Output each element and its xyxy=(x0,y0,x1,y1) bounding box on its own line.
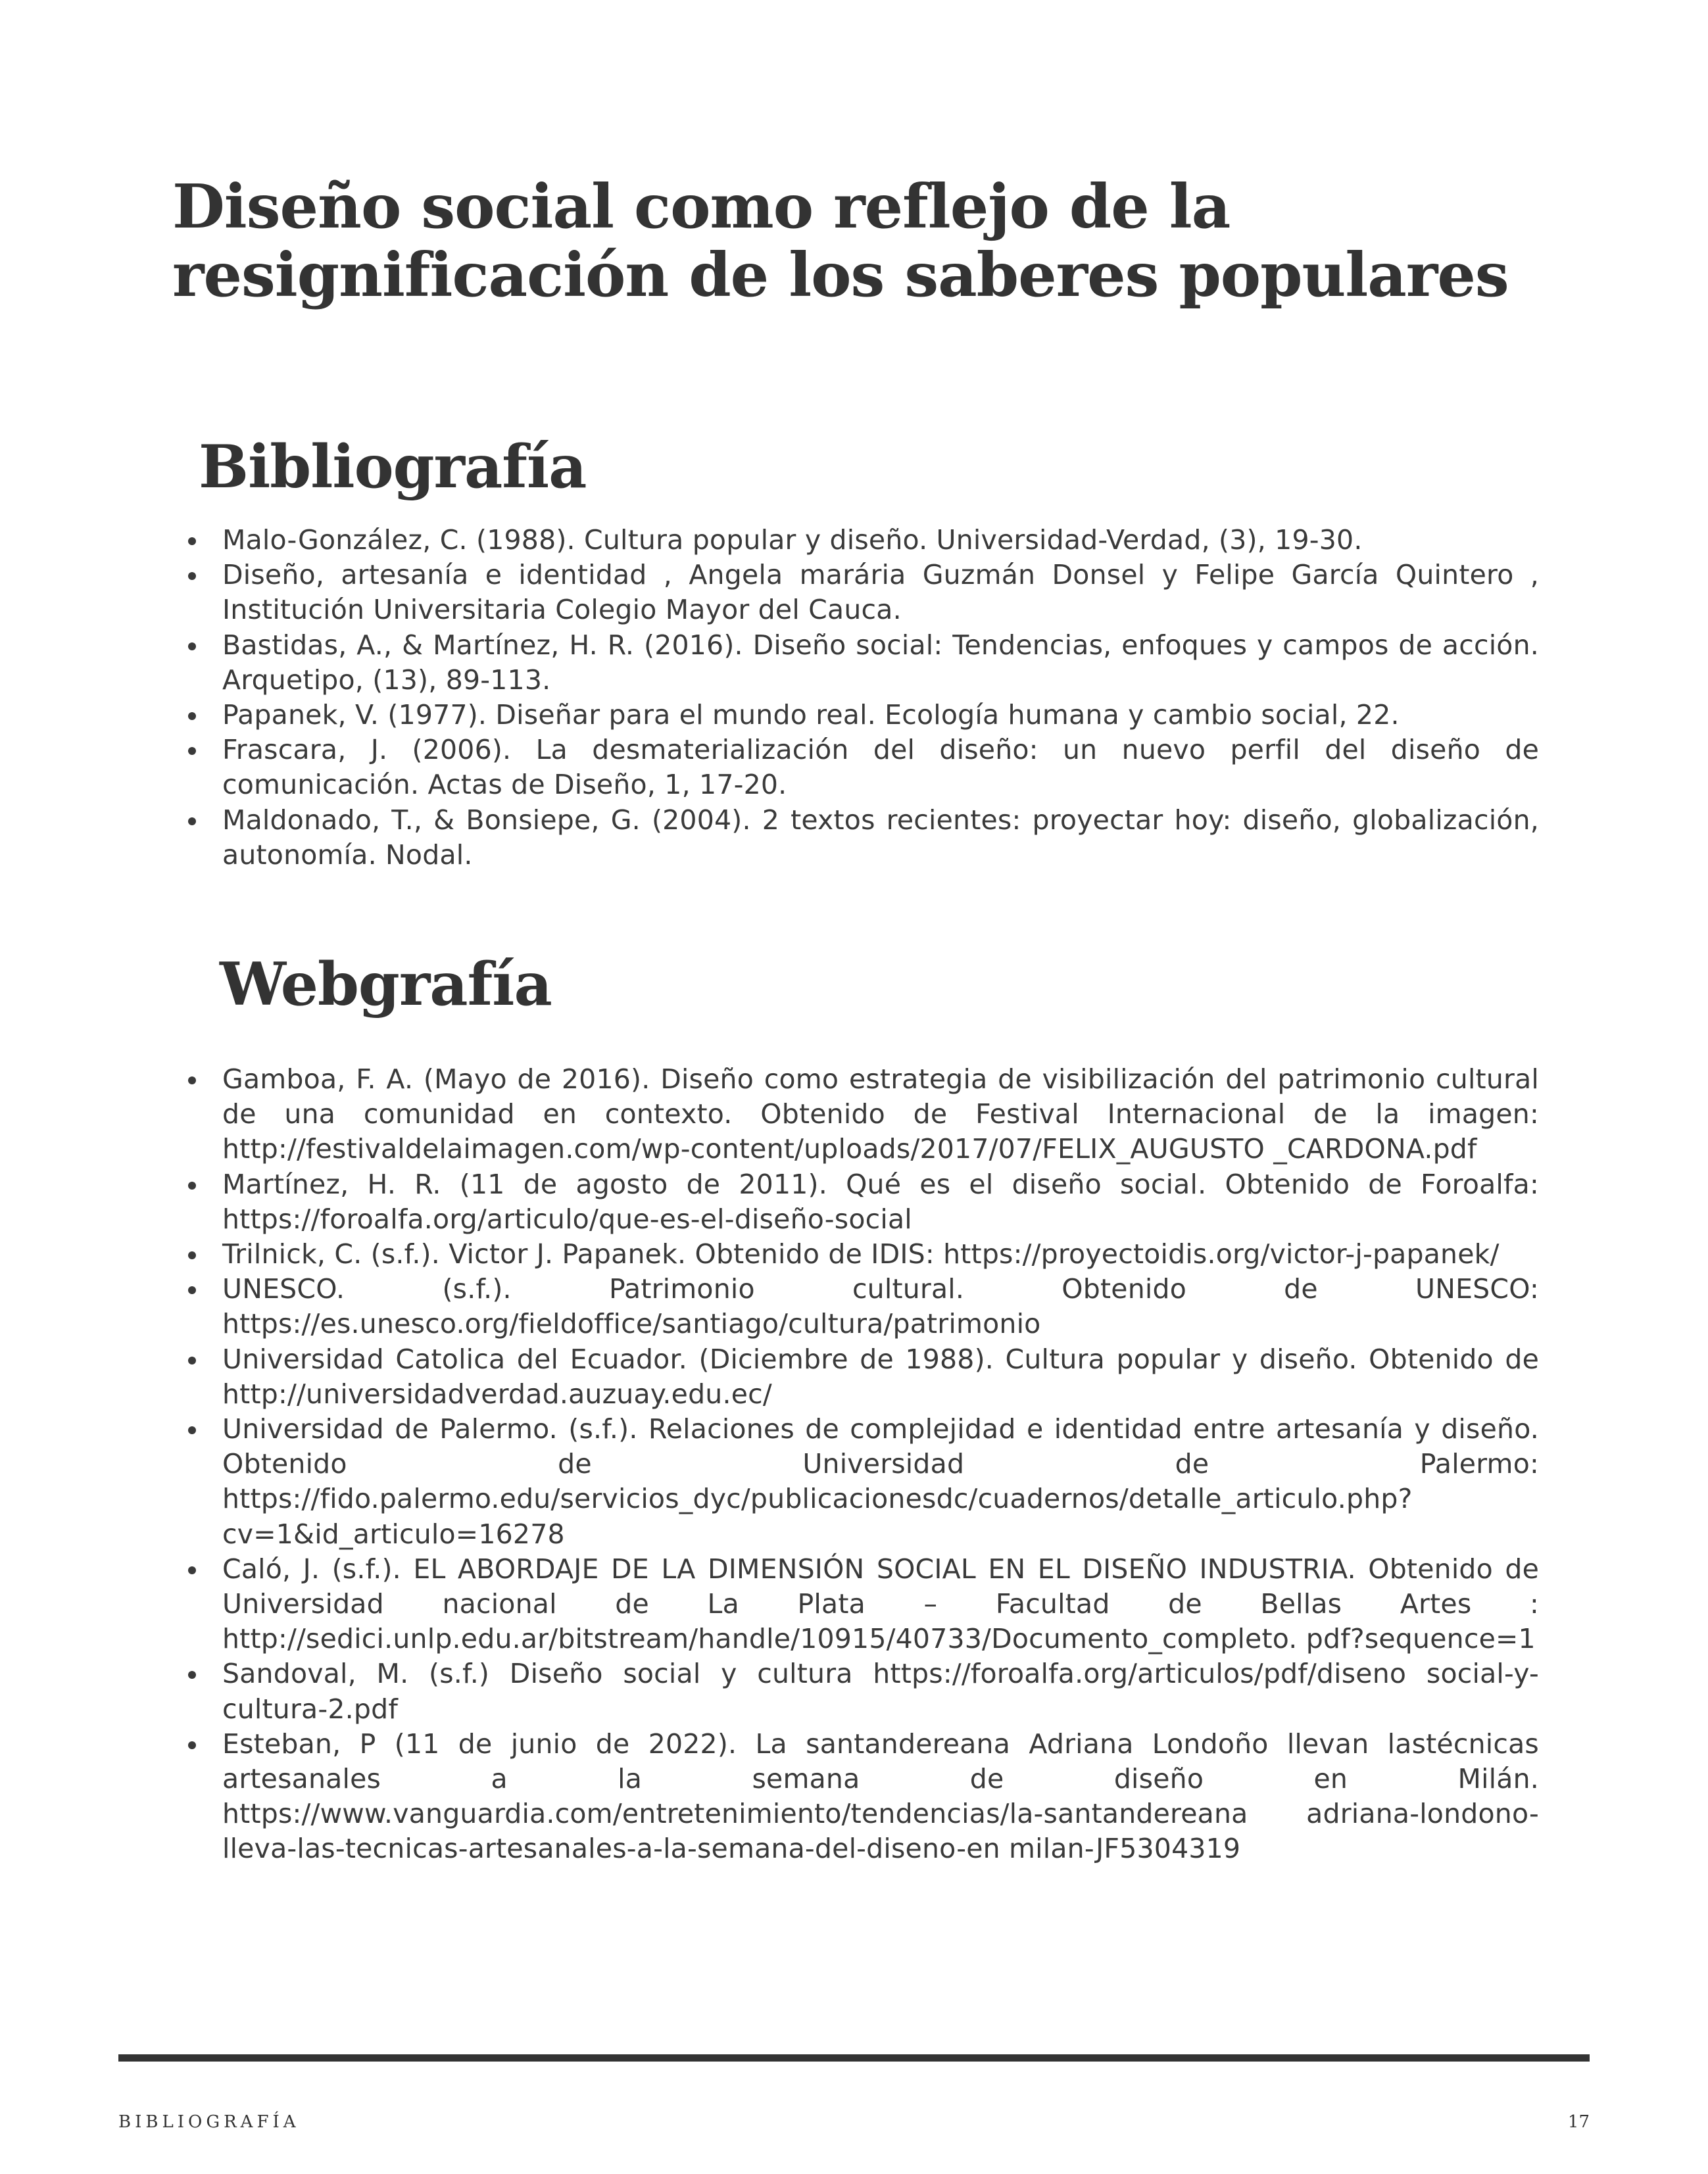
reference-text: Caló, J. (s.f.). EL ABORDAJE DE LA DIMENSIÓN SOCIAL EN EL DISEÑO INDUSTRIA. Obtenido de Universidad nacional de La Plata – Facultad de Bellas Artes : http://sedici.unlp.edu.ar/bitstream/handle/10915/40733/Documento_completo. pdf?sequence=1 xyxy=(222,1553,1539,1655)
list-item xyxy=(222,523,1539,558)
bibliografia-heading: Bibliografía xyxy=(199,432,587,502)
bullet-icon xyxy=(188,642,196,650)
footer-divider xyxy=(118,2054,1590,2062)
list-item xyxy=(222,1167,1539,1237)
reference-text: Diseño, artesanía e identidad , Angela marária Guzmán Donsel y Felipe García Quintero , Institución Universitaria Colegio Mayor del Cauca. xyxy=(222,559,1539,626)
bullet-icon xyxy=(188,1076,196,1084)
reference-text: Trilnick, C. (s.f.). Victor J. Papanek. Obtenido de IDIS: https://proyectoidis.org/victor-j-papanek/ xyxy=(222,1238,1500,1270)
reference-text: Esteban, P (11 de junio de 2022). La santandereana Adriana Londoño llevan lastécnicas artesanales a la semana de diseño en Milán. https://www.vanguardia.com/entretenimiento/tendencias/la-santandereana adriana-londono-lleva-las-tecnicas-artesanales-a-la-semana-del-diseno-en milan-JF5304319 xyxy=(222,1727,1539,1865)
bullet-icon xyxy=(188,1357,196,1365)
reference-text: Maldonado, T., & Bonsiepe, G. (2004). 2 textos recientes: proyectar hoy: diseño, globalización, autonomía. Nodal. xyxy=(222,804,1539,871)
reference-text: Gamboa, F. A. (Mayo de 2016). Diseño como estrategia de visibilización del patrimonio cultural de una comunidad en contexto. Obtenido de Festival Internacional de la imagen: http://festivaldelaimagen.com/wp-content/uploads/2017/07/FELIX_AUGUSTO _CARDONA.pdf xyxy=(222,1063,1539,1165)
list-item xyxy=(222,1062,1539,1167)
bullet-icon xyxy=(188,1426,196,1434)
bullet-icon xyxy=(188,712,196,720)
list-item xyxy=(222,803,1539,873)
webgrafia-list xyxy=(222,1062,1539,1867)
bullet-icon xyxy=(188,1566,196,1574)
list-item xyxy=(222,1272,1539,1341)
list-item xyxy=(222,698,1539,733)
bullet-icon xyxy=(188,747,196,755)
list-item xyxy=(222,1656,1539,1726)
list-item xyxy=(222,628,1539,698)
bullet-icon xyxy=(188,572,196,580)
bullet-icon xyxy=(188,1182,196,1190)
bullet-icon xyxy=(188,1286,196,1294)
list-item xyxy=(222,1342,1539,1412)
reference-text: Frascara, J. (2006). La desmaterialización del diseño: un nuevo perfil del diseño de comunicación. Actas de Diseño, 1, 17-20. xyxy=(222,734,1539,801)
reference-text: Universidad de Palermo. (s.f.). Relaciones de complejidad e identidad entre artesanía y diseño. Obtenido de Universidad de Palermo: https://fido.palermo.edu/servicios_dyc/publicacionesdc/cuadernos/detalle_articulo.php?cv=1&id_articulo=16278 xyxy=(222,1413,1539,1550)
list-item xyxy=(222,1412,1539,1552)
bullet-icon xyxy=(188,1251,196,1259)
bullet-icon xyxy=(188,1671,196,1679)
list-item xyxy=(222,733,1539,802)
reference-text: Malo-González, C. (1988). Cultura popular y diseño. Universidad-Verdad, (3), 19-30. xyxy=(222,524,1363,556)
bullet-icon xyxy=(188,817,196,825)
reference-text: Universidad Catolica del Ecuador. (Diciembre de 1988). Cultura popular y diseño. Obtenido de http://universidadverdad.auzuay.edu.ec/ xyxy=(222,1343,1539,1410)
page-number: 17 xyxy=(1567,2112,1590,2132)
list-item xyxy=(222,558,1539,627)
webgrafia-heading: Webgrafía xyxy=(220,950,552,1019)
reference-text: UNESCO. (s.f.). Patrimonio cultural. Obtenido de UNESCO: https://es.unesco.org/fieldoffice/santiago/cultura/patrimonio xyxy=(222,1273,1539,1340)
list-item xyxy=(222,1552,1539,1657)
reference-text: Papanek, V. (1977). Diseñar para el mundo real. Ecología humana y cambio social, 22. xyxy=(222,699,1400,731)
bullet-icon xyxy=(188,1741,196,1749)
reference-text: Bastidas, A., & Martínez, H. R. (2016). Diseño social: Tendencias, enfoques y campos de acción. Arquetipo, (13), 89-113. xyxy=(222,629,1539,696)
list-item xyxy=(222,1237,1539,1272)
list-item xyxy=(222,1727,1539,1867)
reference-text: Sandoval, M. (s.f.) Diseño social y cultura https://foroalfa.org/articulos/pdf/diseno social-y-cultura-2.pdf xyxy=(222,1658,1539,1725)
bibliografia-list xyxy=(222,523,1539,873)
footer-label: BIBLIOGRAFÍA xyxy=(118,2112,300,2132)
reference-text: Martínez, H. R. (11 de agosto de 2011). Qué es el diseño social. Obtenido de Foroalfa: https://foroalfa.org/articulo/que-es-el-diseño-social xyxy=(222,1168,1539,1235)
bullet-icon xyxy=(188,537,196,545)
page-title: Diseño social como reflejo de la resignificación de los saberes populares xyxy=(172,171,1509,310)
